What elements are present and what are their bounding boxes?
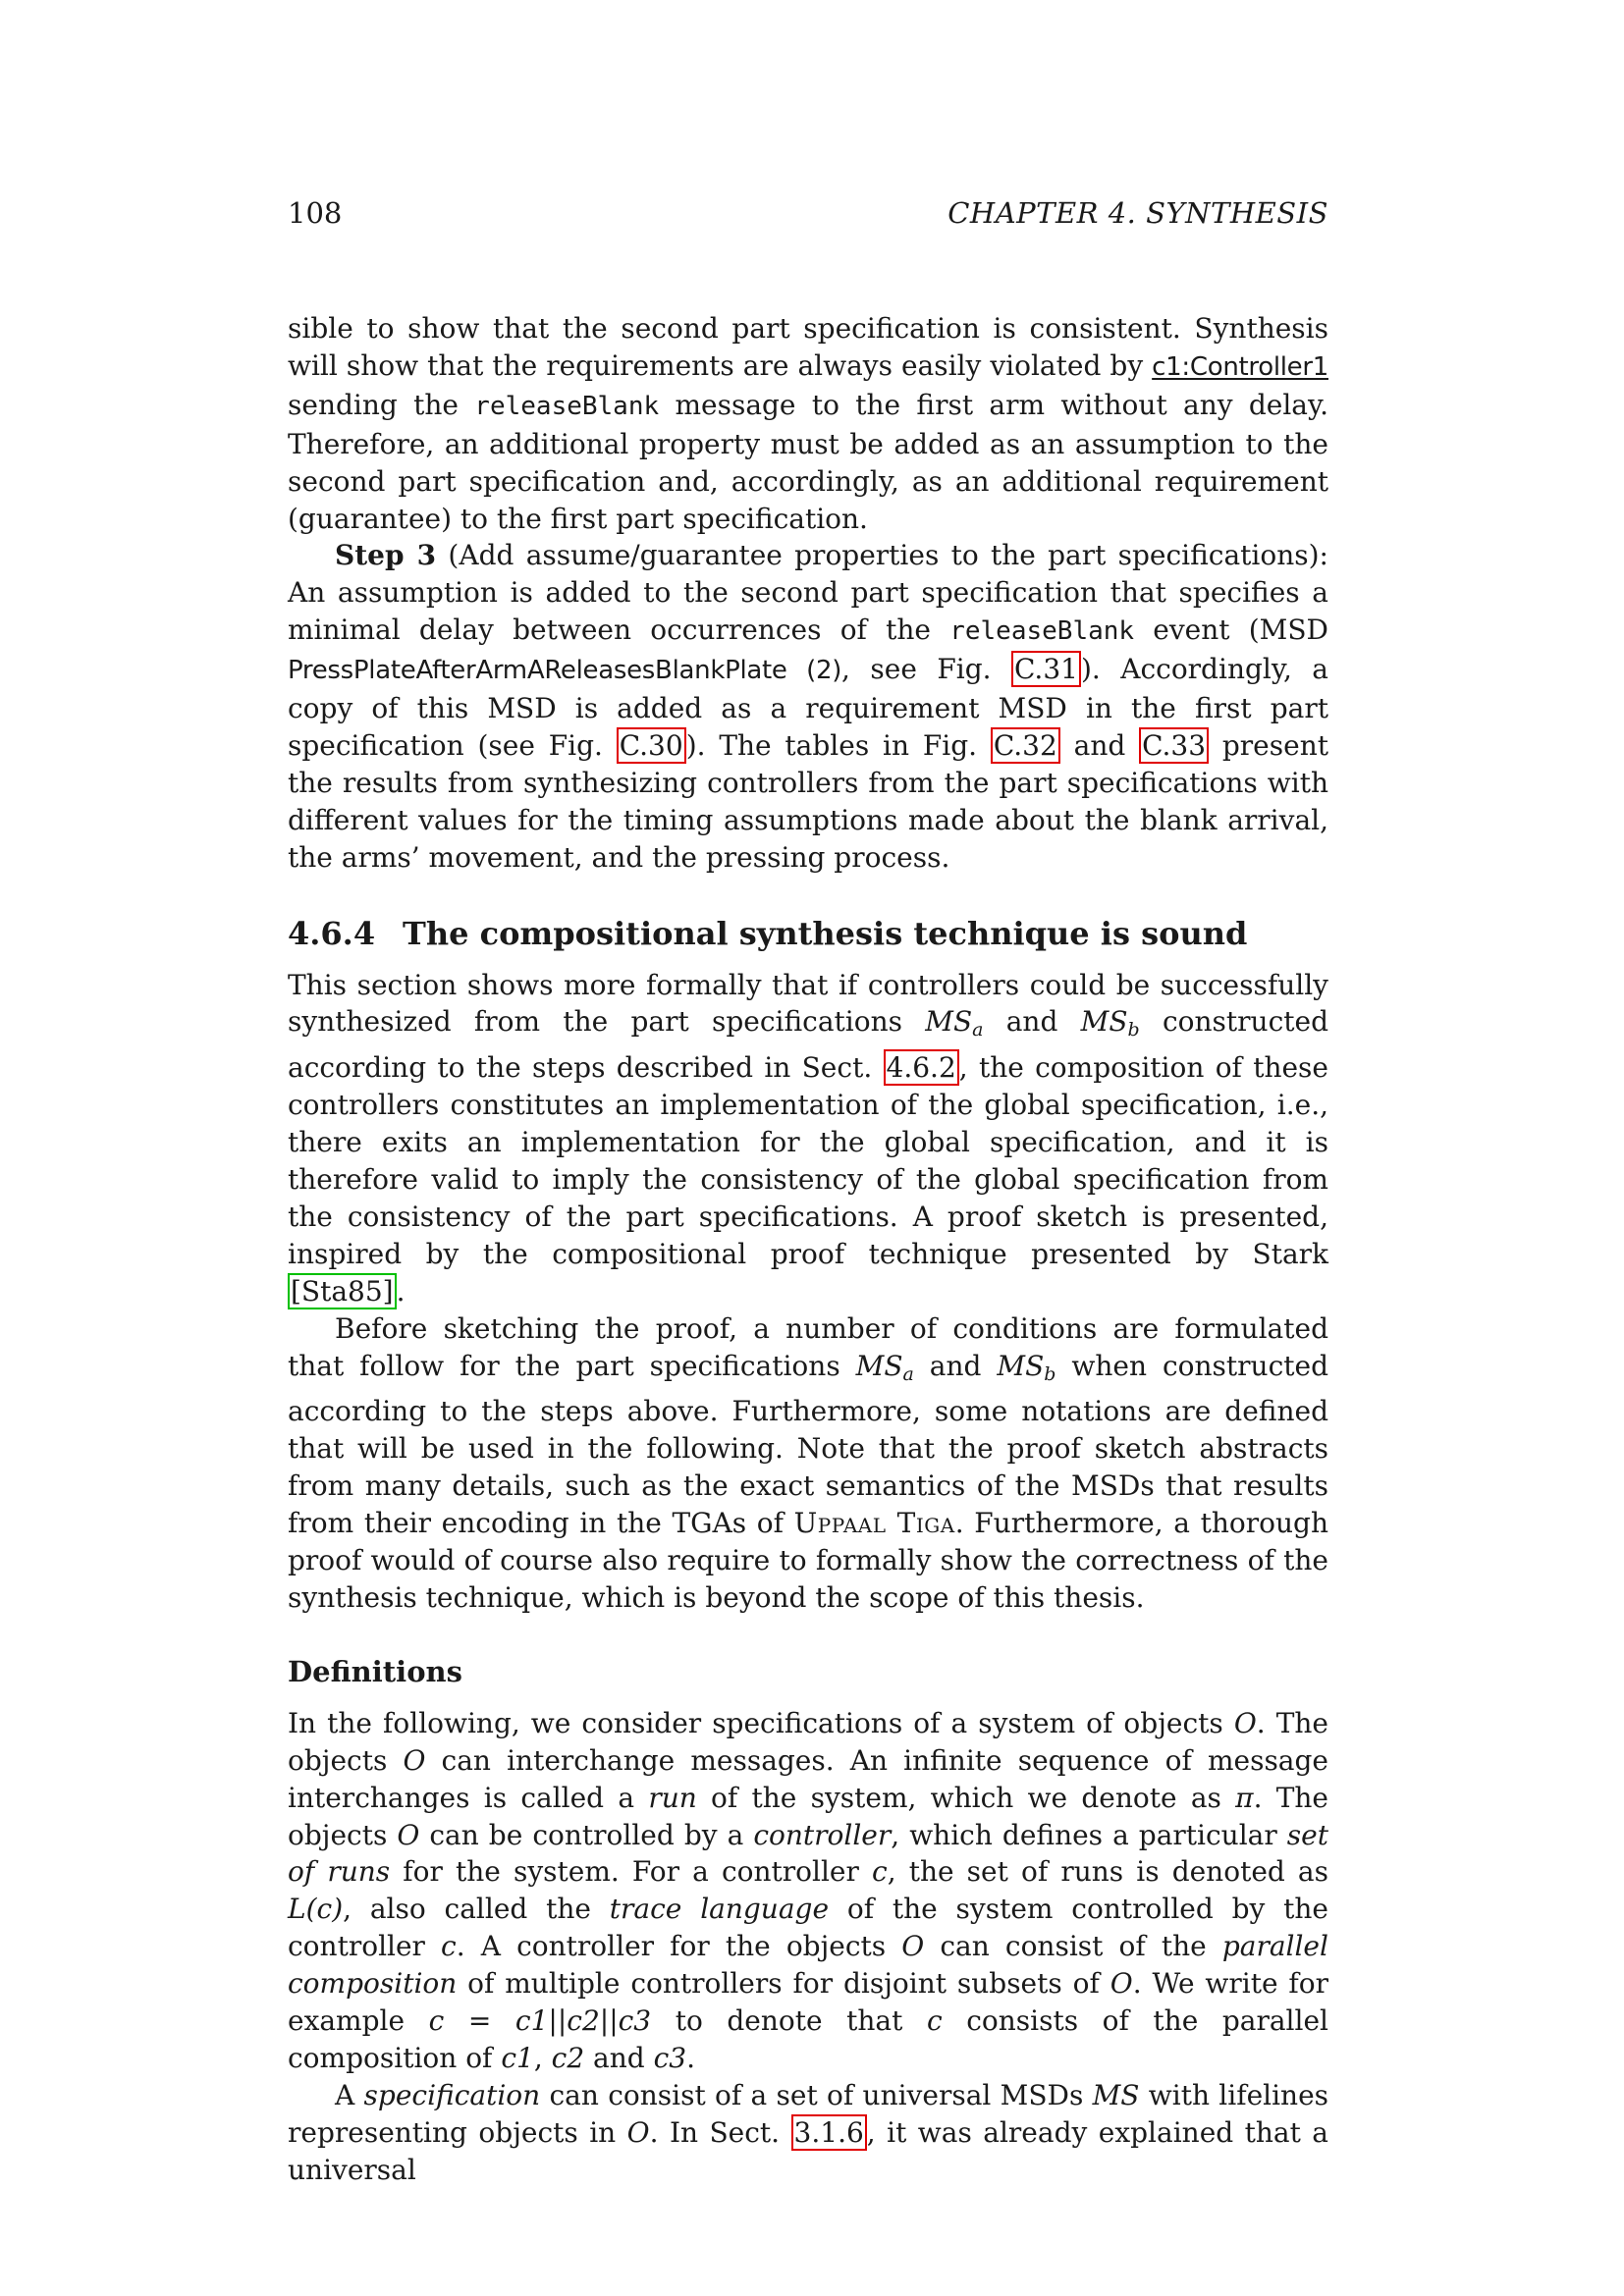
- running-header: [288, 196, 1328, 230]
- figure-link-c31[interactable]: C.31: [1011, 651, 1081, 687]
- paragraph-2: [288, 537, 1328, 876]
- text: .: [686, 2041, 695, 2074]
- text: , the composition of these controllers constitutes an implementation of the global specification, i.e., there exits an implementation for the global specification, and it is therefore valid to imply the consistency of the global specification from the consistency of the part specifications. A proof sketch is presented, inspired by the compositional proof technique presented by Stark: [288, 1051, 1328, 1270]
- text: can interchange messages. An infinite sequence of message interchanges is called a: [288, 1743, 1328, 1814]
- text: In the following, we consider specifications of a system of objects: [288, 1706, 1234, 1739]
- text: A: [335, 2078, 364, 2111]
- text: for the system. For a controller: [390, 1855, 873, 1889]
- math-ms: MS: [1092, 2078, 1140, 2111]
- text: to denote that: [651, 2004, 927, 2038]
- text: can consist of the: [924, 1930, 1222, 1963]
- msd-name: PressPlateAfterArmAReleasesBlankPlate (2): [288, 656, 842, 686]
- text: constructed according to the steps described in Sect.: [288, 1005, 1328, 1085]
- text: event (MSD: [1134, 614, 1328, 647]
- term-run: run: [648, 1781, 697, 1814]
- body-text: [288, 310, 1328, 2189]
- math-sub: b: [1044, 1362, 1056, 1385]
- math-o: O: [626, 2115, 650, 2149]
- text: , also called the: [343, 1893, 610, 1926]
- subsection-heading: Definitions: [288, 1654, 462, 1688]
- section-link-3-1-6[interactable]: 3.1.6: [791, 2114, 867, 2151]
- math-o: O: [1233, 1706, 1257, 1739]
- math-c: c: [872, 1855, 888, 1889]
- text: . In Sect.: [649, 2115, 791, 2149]
- text: This section shows more formally that if controllers could be successfully synthesized from the part specifications: [288, 968, 1328, 1039]
- text: ). The tables in Fig.: [685, 728, 991, 762]
- text: ). Accordingly, a copy of this MSD is added as a requirement MSD in the first part specification (see Fig.: [288, 653, 1328, 762]
- step-label: Step 3: [335, 539, 437, 572]
- message-name: releaseBlank: [949, 616, 1135, 647]
- term-trace-language: trace language: [609, 1893, 830, 1926]
- math-formula: c = c1||c2||c3: [428, 2004, 652, 2038]
- page-number: 108: [288, 196, 343, 230]
- citation-link-sta85[interactable]: [Sta85]: [288, 1273, 397, 1309]
- text: and: [983, 1005, 1081, 1039]
- paragraph-3: [288, 967, 1328, 1310]
- figure-link-c33[interactable]: C.33: [1139, 727, 1209, 764]
- text: , it was already explained that a universal: [288, 2115, 1329, 2186]
- paragraph-6: [288, 2077, 1328, 2189]
- term-specification: specification: [363, 2078, 541, 2111]
- text: with lifelines representing objects in: [288, 2078, 1329, 2149]
- text: message to the first arm without any delay. Therefore, an additional property must be added as an assumption to the second part specification and, accordingly, as an additional requirement (guarantee) to the first part specification.: [288, 388, 1329, 535]
- math-o: O: [1110, 1967, 1133, 2001]
- text: . The objects: [288, 1781, 1328, 1851]
- term-controller: controller: [753, 1818, 892, 1851]
- text: (Add assume/guarantee properties to the part specifications): An assumption is added to the second part specification that specifies a minimal delay between occurrences of the: [288, 539, 1328, 647]
- math-pi: π: [1235, 1781, 1254, 1814]
- text: and: [584, 2041, 654, 2074]
- figure-link-c32[interactable]: C.32: [991, 727, 1060, 764]
- paragraph-5: [288, 1705, 1328, 2077]
- math-c1: c1: [501, 2041, 534, 2074]
- tool-name: Uppaal Tiga: [793, 1507, 955, 1540]
- text: . The objects: [288, 1706, 1328, 1777]
- text: and: [913, 1349, 998, 1382]
- object-name-controller: c1:Controller1: [1152, 351, 1328, 382]
- text: sending the: [288, 388, 475, 421]
- section-number: 4.6.4: [288, 914, 376, 952]
- text: present the results from synthesizing controllers from the part specifications with different values for the timing assumptions made about the blank arrival, the arms’ movement, and the pressing process.: [288, 728, 1328, 874]
- math-c2: c2: [551, 2041, 585, 2074]
- math-sub: a: [902, 1362, 914, 1385]
- text: of the system, which we denote as: [696, 1781, 1236, 1814]
- text: Before sketching the proof, a number of conditions are formulated that follow for the part specifications: [288, 1311, 1328, 1382]
- math-sub: b: [1127, 1019, 1140, 1041]
- math-ms: MS: [925, 1005, 973, 1039]
- text: , the set of runs is denoted as: [887, 1855, 1328, 1889]
- math-o: O: [901, 1930, 925, 1963]
- math-o: O: [403, 1743, 426, 1777]
- text: sible to show that the second part specification is consistent. Synthesis will show that the requirements are always easily violated by: [288, 312, 1328, 382]
- math-ms: MS: [997, 1349, 1045, 1382]
- math-o: O: [397, 1818, 420, 1851]
- math-c: c: [926, 2004, 943, 2038]
- text: when constructed according to the steps above. Furthermore, some notations are defined that will be used in the following. Note that the proof sketch abstracts from many details, such as the exact semantics of the MSDs that results from their encoding in the TGAs of: [288, 1349, 1328, 1540]
- math-sub: a: [972, 1019, 984, 1041]
- paragraph-1: [288, 310, 1328, 537]
- text: . We write for example: [288, 1967, 1328, 2038]
- text: can consist of a set of universal MSDs: [540, 2078, 1093, 2111]
- section-heading: [288, 916, 1328, 953]
- chapter-title: CHAPTER 4. SYNTHESIS: [947, 196, 1328, 230]
- term-parallel-composition: parallel composition: [288, 1930, 1328, 2001]
- figure-link-c30[interactable]: C.30: [617, 727, 686, 764]
- message-name: releaseBlank: [474, 391, 660, 421]
- math-ms: MS: [1080, 1005, 1128, 1039]
- text: of multiple controllers for disjoint subsets of: [457, 1967, 1110, 2001]
- section-link-4-6-2[interactable]: 4.6.2: [884, 1049, 959, 1086]
- math-ms: MS: [855, 1349, 903, 1382]
- math-lc: L(c): [288, 1893, 344, 1926]
- text: consists of the parallel composition of: [288, 2004, 1328, 2074]
- text: and: [1059, 728, 1140, 762]
- text: ,: [533, 2041, 552, 2074]
- text: of the system controlled by the controller: [288, 1893, 1328, 1963]
- section-title: The compositional synthesis technique is sound: [403, 914, 1248, 952]
- term-set-of-runs: set of runs: [288, 1818, 1328, 1889]
- math-c: c: [441, 1930, 457, 1963]
- text: , which defines a particular: [891, 1818, 1287, 1851]
- math-c3: c3: [653, 2041, 687, 2074]
- text: , see Fig.: [841, 653, 1011, 686]
- text: can be controlled by a: [419, 1818, 754, 1851]
- text: . Furthermore, a thorough proof would of course also require to formally show the correctness of the synthesis technique, which is beyond the scope of this thesis.: [288, 1507, 1328, 1614]
- text: . A controller for the objects: [456, 1930, 902, 1963]
- paragraph-4: [288, 1310, 1328, 1617]
- text: .: [396, 1274, 406, 1308]
